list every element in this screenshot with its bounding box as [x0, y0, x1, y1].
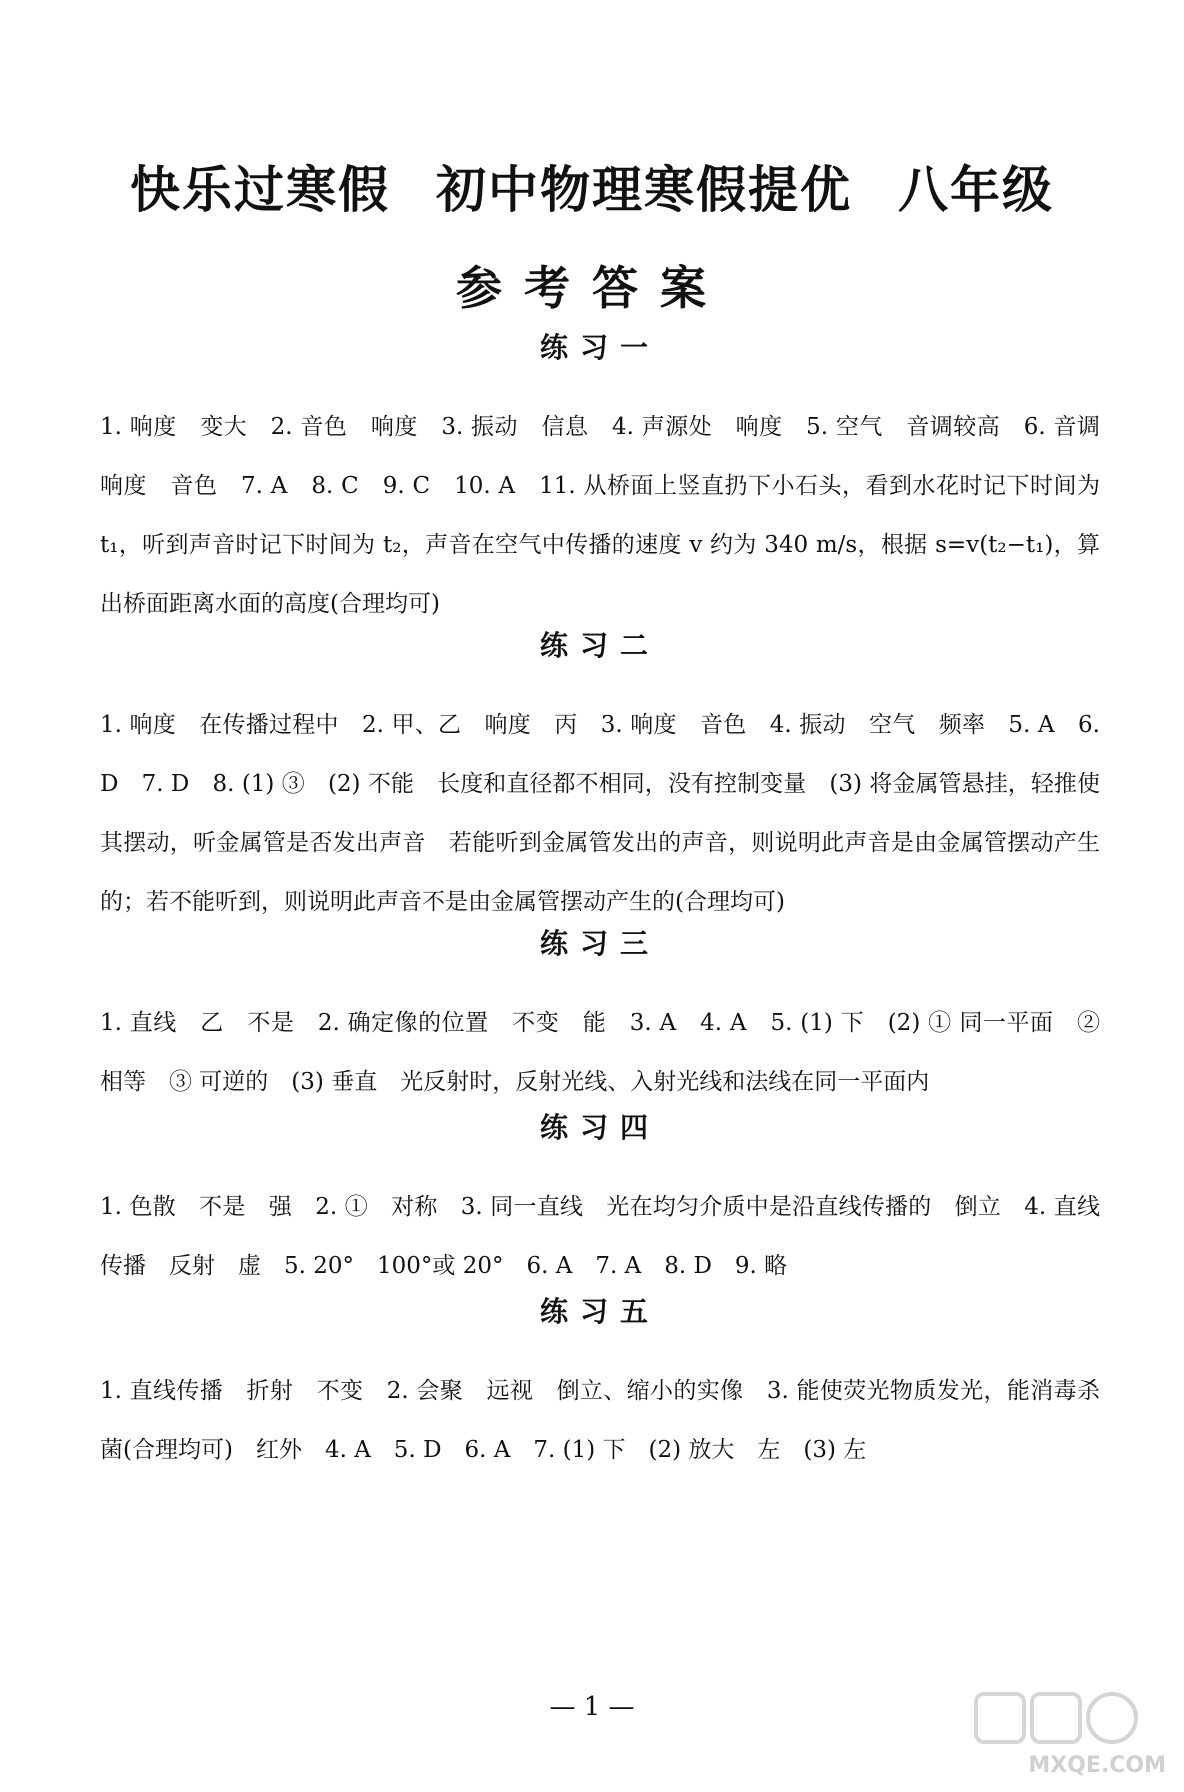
- watermark-logo-icon: [966, 1688, 1166, 1748]
- section-answers: 1. 直线传播 折射 不变 2. 会聚 远视 倒立、缩小的实像 3. 能使荧光物质发光，能消毒杀菌(合理均可) 红外 4. A 5. D 6. A 7. (1) 下 (2) 放大 左 (3) 左: [100, 1378, 1100, 1463]
- page-subtitle: 参考答案: [456, 261, 728, 315]
- section-exercise-4: [100, 1108, 1100, 1296]
- section-answers: 1. 色散 不是 强 2. ① 对称 3. 同一直线 光在均匀介质中是沿直线传播的 倒立 4. 直线传播 反射 虚 5. 20° 100°或 20° 6. A 7. A 8. D 9. 略: [100, 1194, 1100, 1279]
- site-watermark: [966, 1688, 1166, 1778]
- section-answers: 1. 响度 变大 2. 音色 响度 3. 振动 信息 4. 声源处 响度 5. 空气 音调较高 6. 音调 响度 音色 7. A 8. C 9. C 10. A 11. 从桥面上竖直扔下小石头，看到水花时记下时间为 t₁，听到声音时记下时间为 t₂，声音在空气中传播的速度 v 约为 340 m/s，根据 s=v(t₂−t₁)，算出桥面距离水面的高度(合理均可): [100, 414, 1123, 617]
- section-heading: 练习二: [539, 629, 660, 662]
- title-part-3: 八年级: [898, 161, 1054, 219]
- section-exercise-1: [100, 328, 1123, 634]
- section-heading: 练习三: [539, 927, 660, 960]
- section-heading: 练习五: [539, 1295, 660, 1328]
- section-exercise-3: [100, 924, 1100, 1112]
- page-title: [0, 150, 1184, 222]
- section-exercise-5: [100, 1292, 1100, 1480]
- section-answers: 1. 响度 在传播过程中 2. 甲、乙 响度 丙 3. 响度 音色 4. 振动 空气 频率 5. A 6. D 7. D 8. (1) ③ (2) 不能 长度和直径都不相同，没有控制变量 (3) 将金属管悬挂，轻推使其摆动，听金属管是否发出声音 若能听到金属管发出的声音，则说明此声音是由金属管摆动产生的；若不能听到，则说明此声音不是由金属管摆动产生的(合理均可): [100, 712, 1100, 915]
- section-heading: 练习四: [539, 1111, 660, 1144]
- section-exercise-2: [100, 626, 1100, 932]
- section-answers: 1. 直线 乙 不是 2. 确定像的位置 不变 能 3. A 4. A 5. (1) 下 (2) ① 同一平面 ② 相等 ③ 可逆的 (3) 垂直 光反射时，反射光线、入射光线和法线在同一平面内: [100, 1010, 1100, 1095]
- page-number: — 1 —: [549, 1692, 635, 1722]
- section-heading: 练习一: [539, 331, 660, 364]
- title-part-2: 初中物理寒假提优: [436, 161, 852, 219]
- watermark-text: MXQE.COM: [1028, 1753, 1166, 1778]
- title-part-1: 快乐过寒假: [130, 161, 390, 219]
